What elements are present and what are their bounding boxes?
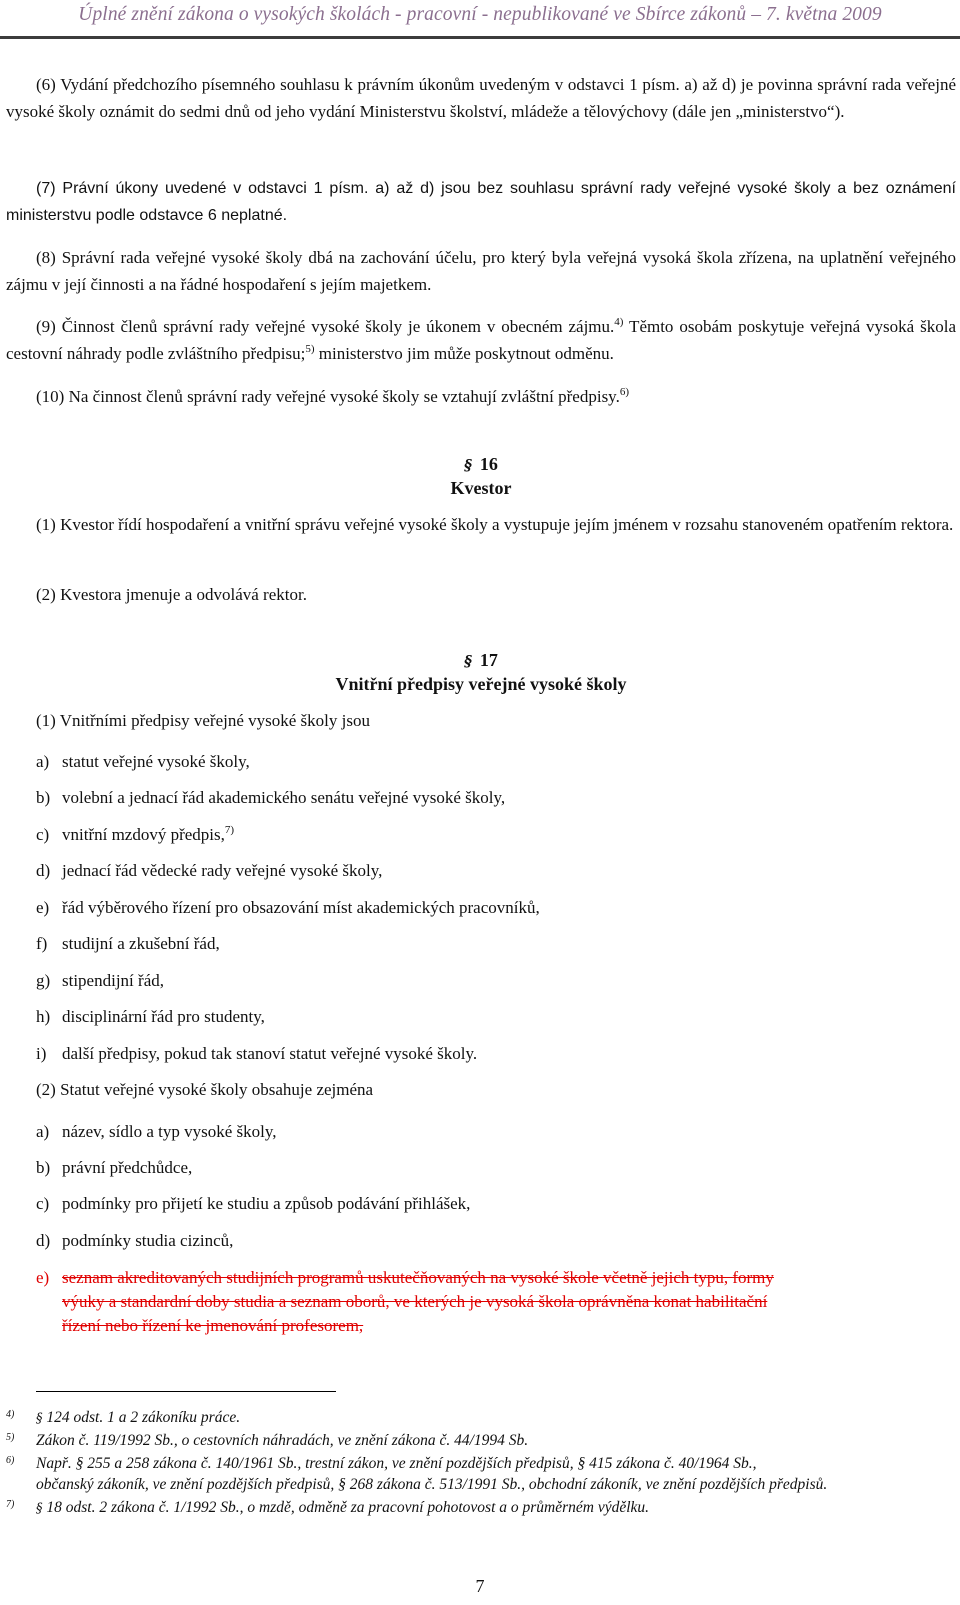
- list-label: d): [36, 1231, 51, 1250]
- section-17-number: [6, 648, 956, 673]
- paragraph-15-6: (6) Vydání předchozího písemného souhlasu k právním úkonům uvedeným v odstavci 1 písm. a) až d) je povinna správní rada veřejné vysoké školy oznámit do sedmi dnů od jeho vydání Ministerstvu školství, mládeže a tělovýchovy (dále jen „ministerstvo“).: [6, 75, 956, 121]
- footnote-ref-6[interactable]: 6): [619, 386, 629, 398]
- footnote-mark: 5): [6, 1432, 15, 1443]
- list-item-17-1-e: [36, 896, 956, 920]
- list-item-17-2-c: [36, 1192, 956, 1216]
- footnote-text: Zákon č. 119/1992 Sb., o cestovních náhradách, ve znění zákona č. 44/1994 Sb.: [36, 1432, 529, 1449]
- paragraph-15-10: [6, 383, 956, 410]
- list-label: a): [36, 1122, 50, 1141]
- footnote-4: [6, 1404, 956, 1429]
- footnote-text-line-2: občanský zákoník, ve znění pozdějších předpisů, § 268 zákona č. 513/1991 Sb., obchodní zákoník, ve znění pozdějších předpisů.: [36, 1476, 828, 1493]
- footnote-text: 124 odst. 1 a 2 zákoníku práce.: [42, 1409, 241, 1426]
- list-text: řád výběrového řízení pro obsazování míst akademických pracovníků,: [62, 898, 540, 917]
- paragraph-16-1: (1) Kvestor řídí hospodaření a vnitřní správu veřejné vysoké školy a vystupuje jejím jménem v rozsahu stanoveném opatřením rektora.: [36, 515, 954, 534]
- list-text: statut veřejné vysoké školy,: [62, 752, 250, 771]
- list-text: jednací řád vědecké rady veřejné vysoké školy,: [62, 861, 383, 880]
- paragraph-15-9-a: (9) Činnost členů správní rady veřejné vysoké školy je úkonem v obecném zájmu.: [36, 317, 615, 336]
- list-item-17-1-d: [36, 859, 956, 883]
- section-17-num: 17: [479, 650, 498, 670]
- section-16-num: 16: [479, 454, 498, 474]
- list-label: f): [36, 934, 48, 953]
- list-item-17-2-b: [36, 1156, 956, 1180]
- section-sign-16: §: [464, 456, 472, 474]
- paragraph-17-1-intro: (1) Vnitřními předpisy veřejné vysoké školy jsou: [36, 711, 370, 730]
- paragraph-17-2-intro: (2) Statut veřejné vysoké školy obsahuje zejména: [36, 1080, 374, 1099]
- list-item-17-1-h: [36, 1005, 956, 1029]
- list-text: stipendijní řád,: [62, 971, 164, 990]
- list-text: podmínky pro přijetí ke studiu a způsob podávání přihlášek,: [62, 1194, 471, 1213]
- list-label: i): [36, 1044, 47, 1063]
- list-text: další předpisy, pokud tak stanoví statut veřejné vysoké školy.: [62, 1044, 478, 1063]
- list-label: a): [36, 752, 50, 771]
- list-label: e): [36, 898, 50, 917]
- list-label: h): [36, 1007, 51, 1026]
- list-item-17-2-d: [36, 1229, 956, 1253]
- section-16-title: Kvestor: [450, 478, 512, 498]
- list-item-17-1-b: [36, 786, 956, 810]
- list-text: vnitřní mzdový předpis,: [62, 825, 225, 844]
- list-text: podmínky studia cizinců,: [62, 1231, 234, 1250]
- struck-line-3: řízení nebo řízení ke jmenování profesorem,: [62, 1316, 364, 1335]
- list-label: d): [36, 861, 51, 880]
- section-sign: §: [36, 1411, 43, 1426]
- section-sign: §: [36, 1501, 43, 1516]
- list-label: b): [36, 1158, 51, 1177]
- footnote-text-line-1: Např. § 255 a 258 zákona č. 140/1961 Sb., trestní zákon, ve znění pozdějších předpisů, § 415 zákona č. 40/1964 Sb.,: [36, 1455, 757, 1472]
- paragraph-16-2: (2) Kvestora jmenuje a odvolává rektor.: [36, 585, 307, 604]
- list-item-17-1-g: [36, 969, 956, 993]
- footnote-mark: 4): [6, 1409, 15, 1420]
- struck-list-item-17-2-e: [36, 1266, 940, 1338]
- list-item-17-2-a: [36, 1120, 956, 1144]
- list-text: disciplinární řád pro studenty,: [62, 1007, 265, 1026]
- footnote-6: [6, 1450, 956, 1495]
- list-item-17-1-i: [36, 1042, 956, 1066]
- list-label: b): [36, 788, 51, 807]
- footnote-5: [6, 1427, 956, 1451]
- list-item-17-1-f: [36, 932, 956, 956]
- footnote-mark: 6): [6, 1455, 15, 1466]
- header-rule: [0, 36, 960, 39]
- footnote-text: 18 odst. 2 zákona č. 1/1992 Sb., o mzdě, odměně za pracovní pohotovost a o průměrném výdělku.: [42, 1499, 650, 1516]
- footnote-ref-4[interactable]: 4): [614, 316, 624, 328]
- list-label: c): [36, 1194, 50, 1213]
- list-item-17-1-a: [36, 750, 956, 774]
- footnote-separator: [36, 1391, 336, 1392]
- list-text: právní předchůdce,: [62, 1158, 193, 1177]
- footnote-mark: 7): [6, 1499, 15, 1510]
- running-header: Úplné znění zákona o vysokých školách - pracovní - nepublikované ve Sbírce zákonů – 7. května 2009: [78, 4, 882, 25]
- list-label: c): [36, 825, 50, 844]
- paragraph-15-8: (8) Správní rada veřejné vysoké školy dbá na zachování účelu, pro který byla veřejná vysoká škola zřízena, na uplatnění veřejného zájmu v její činnosti a na řádné hospodaření s jejím majetkem.: [6, 248, 956, 294]
- paragraph-15-9-b: Těmto osobám poskytuje veřejná vysoká škola cestovní náhrady podle zvláštního předpisu;: [6, 317, 956, 363]
- footnote-7: [6, 1494, 956, 1519]
- footnote-ref-7[interactable]: 7): [224, 824, 235, 836]
- struck-line-1: seznam akreditovaných studijních programů uskutečňovaných na vysoké škole včetně jejich typu, formy: [62, 1268, 774, 1287]
- paragraph-15-10-text: (10) Na činnost členů správní rady veřejné vysoké školy se vztahují zvláštní předpisy.: [36, 387, 620, 406]
- section-16-number: [6, 452, 956, 477]
- section-sign-17: §: [464, 652, 472, 670]
- struck-line-2: výuky a standardní doby studia a seznam oborů, ve kterých je vysoká škola oprávněna konat habilitační: [62, 1292, 768, 1311]
- list-text: volební a jednací řád akademického senátu veřejné vysoké školy,: [62, 788, 506, 807]
- list-item-17-1-c: [36, 823, 956, 847]
- paragraph-15-7: (7) Právní úkony uvedené v odstavci 1 písm. a) až d) jsou bez souhlasu správní rady veřejné vysoké školy a bez oznámení ministerstvu podle odstavce 6 neplatné.: [6, 180, 956, 224]
- struck-list-label: e): [36, 1268, 50, 1287]
- list-text: studijní a zkušební řád,: [62, 934, 220, 953]
- list-text: název, sídlo a typ vysoké školy,: [62, 1122, 277, 1141]
- paragraph-15-9: [6, 313, 956, 367]
- list-label: g): [36, 971, 51, 990]
- footnote-ref-5[interactable]: 5): [305, 343, 315, 355]
- section-17-title: Vnitřní předpisy veřejné vysoké školy: [335, 674, 627, 694]
- page-number: 7: [475, 1576, 485, 1596]
- paragraph-15-9-c: ministerstvo jim může poskytnout odměnu.: [314, 344, 614, 363]
